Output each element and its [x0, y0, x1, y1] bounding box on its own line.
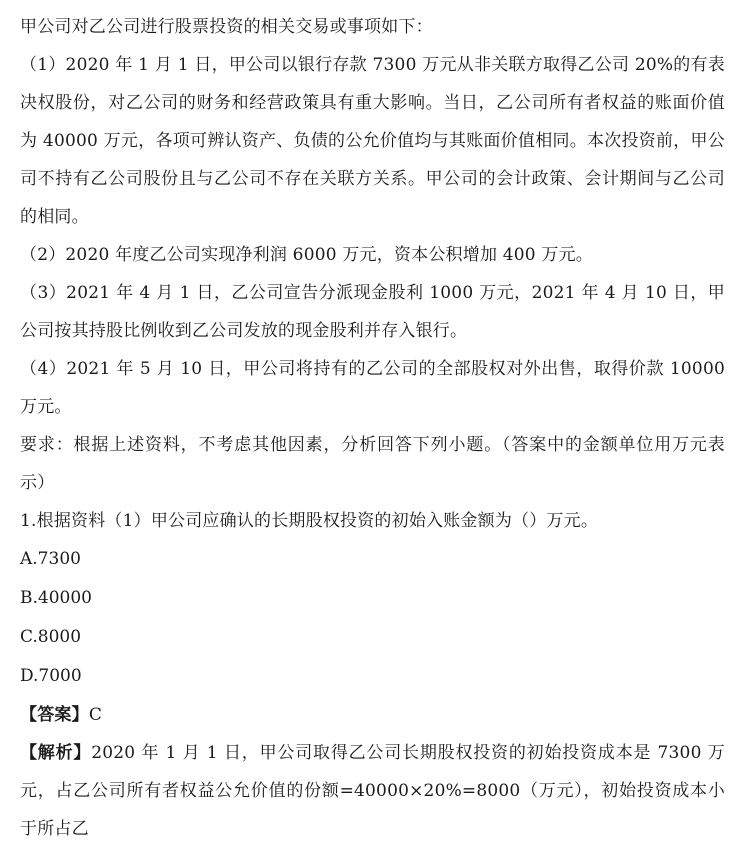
intro-text: 甲公司对乙公司进行股票投资的相关交易或事项如下：	[20, 17, 433, 37]
item-4: （4）2021 年 5 月 10 日，甲公司将持有的乙公司的全部股权对外出售，取得价款 10000 万元。	[20, 359, 725, 417]
question-text: 1.根据资料（1）甲公司应确认的长期股权投资的初始入账金额为（）万元。	[20, 511, 599, 531]
item-2: （2）2020 年度乙公司实现净利润 6000 万元，资本公积增加 400 万元。	[20, 245, 594, 265]
option-b: B.40000	[20, 588, 92, 608]
item-1: （1）2020 年 1 月 1 日，甲公司以银行存款 7300 万元从非关联方取得乙公司 20%的有表决权股份，对乙公司的财务和经营政策具有重大影响。当日，乙公司所有者权益的账面价值为 40000 万元，各项可辨认资产、负债的公允价值均与其账面价值相同。本次投资前，甲公司不持有乙公司股份且与乙公司不存在关联方关系。甲公司的会计政策、会计期间与乙公司的相同。	[20, 55, 725, 227]
answer-label: 【答案】	[20, 705, 89, 725]
option-d: D.7000	[20, 666, 82, 686]
analysis-line	[20, 734, 725, 848]
item-3: （3）2021 年 4 月 1 日，乙公司宣告分派现金股利 1000 万元，2021 年 4 月 10 日，甲公司按其持股比例收到乙公司发放的现金股利并存入银行。	[20, 283, 725, 341]
option-a: A.7300	[20, 549, 81, 569]
answer-value: C	[88, 705, 103, 725]
analysis-text: 2020 年 1 月 1 日，甲公司取得乙公司长期股权投资的初始投资成本是 7300 万元，占乙公司所有者权益公允价值的份额=40000×20%=8000（万元），初始投资成本小于所占乙	[20, 743, 725, 839]
option-c: C.8000	[20, 627, 82, 647]
answer-line	[20, 696, 725, 734]
requirement-text: 要求：根据上述资料，不考虑其他因素，分析回答下列小题。（答案中的金额单位用万元表示）	[20, 435, 725, 493]
analysis-label: 【解析】	[20, 743, 92, 763]
